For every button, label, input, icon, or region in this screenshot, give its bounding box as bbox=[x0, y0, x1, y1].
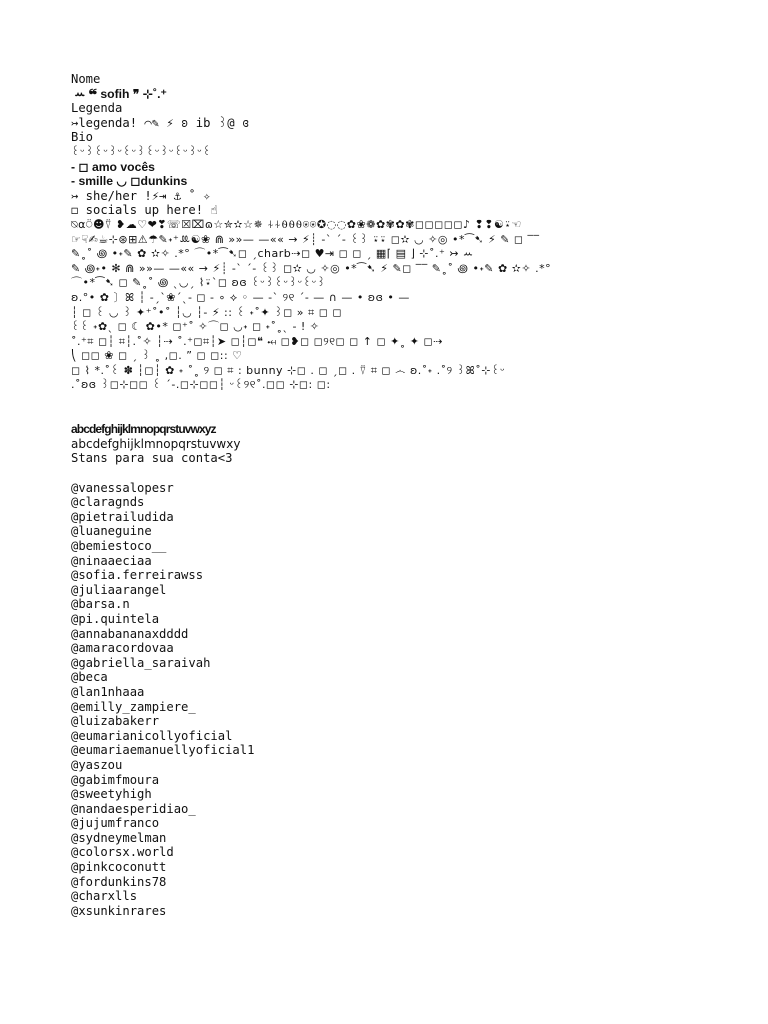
handle-list bbox=[71, 481, 711, 919]
handle-item: @nandaesperidiao_ bbox=[71, 801, 196, 816]
handle-item: @luizabakerr bbox=[71, 714, 160, 729]
handle-item: @sydneymelman bbox=[71, 830, 167, 845]
symbol-line: ˚.⁺⌗ ◻┆ ⌗┆.˚✧ ┆⇢ ˚.⁺◻⌗┆➤ ◻┆◻❝ ⤟ ◻❥◻ ◻୨୧◻ ◻ ↑ ◻ ✦˳ ✦ ◻⇢ bbox=[71, 334, 443, 348]
handle-item: @eumariaemanuellyoficial1 bbox=[71, 743, 255, 758]
handle-item: @charxlls bbox=[71, 889, 138, 904]
alphabet-line-italic bbox=[71, 408, 711, 423]
document-page bbox=[71, 72, 711, 918]
handle-item: @gabriella_saraivah bbox=[71, 655, 211, 670]
handle-item: @lan1nhaaa bbox=[71, 684, 145, 699]
alphabet-bold-lower: abcdefghijklmnopqrstuvwxyz bbox=[71, 422, 216, 437]
symbol-line: .˚ʚɞ ꒱◻⊹◻◻ ꒰ ˊ-.◻⊹◻◻┆ ᵕ꒰୨୧˚.◻◻ ⊹◻: ◻: bbox=[71, 378, 331, 392]
handle-item: @luaneguine bbox=[71, 524, 152, 539]
spacer bbox=[71, 466, 711, 481]
symbol-line: ┆ ◻ ꒰ ◡ ꒱ ✦⁺˚•˚ ┆◡ ┆- ⚡ :: ꒰ ˖˚✦ ꒱◻ » ⌗ ◻ ◻ bbox=[71, 305, 342, 319]
alphabet-line-light bbox=[71, 393, 711, 408]
handle-item: @pinkcoconutt bbox=[71, 860, 167, 875]
handle-item: @xsunkinrares bbox=[71, 903, 167, 918]
bio-line: - smille ◡ ◻dunkins bbox=[71, 174, 188, 189]
legenda-value: ↣legenda! ⌒✎ ⚡ ʚ ib ꒱@ ɞ bbox=[71, 115, 250, 130]
handle-item: @ninaaeciaa bbox=[71, 553, 152, 568]
handle-item: @beca bbox=[71, 670, 108, 685]
handle-item: @colorsx.world bbox=[71, 845, 174, 860]
handle-item: @emilly_zampiere_ bbox=[71, 699, 196, 714]
handle-item: @eumarianicollyoficial bbox=[71, 728, 233, 743]
symbol-line: ◻ ⌇ *.˚꒰ ✽ ┆◻┆ ✿ ˖ ˚˳ ୨ ◻ ⌗ : bunny ⊹◻ . ◻ ˏ◻ . ⍢ ⌗ ◻ ෴ ʚ.˚˖ .˚୨ ꒱ꕤ˚⊹꒰ᵕ bbox=[71, 363, 506, 377]
handle-item: @claragnds bbox=[71, 495, 145, 510]
handle-item: @sofia.ferreirawss bbox=[71, 568, 204, 583]
handle-item: @pi.quintela bbox=[71, 611, 160, 626]
handle-item: @juliaarangel bbox=[71, 582, 167, 597]
handle-item: @gabimfmoura bbox=[71, 772, 160, 787]
legenda-label: Legenda bbox=[71, 101, 123, 116]
alphabet-sans-lower: abcdefghijklmnopqrstuvwxy bbox=[71, 436, 241, 451]
nome-value: ꕀ ❝ sofih ❞ ⊹˚.⁺ bbox=[71, 86, 167, 101]
bio-line: - ◻ amo vocês bbox=[71, 159, 155, 174]
handle-item: @pietrailudida bbox=[71, 509, 174, 524]
stans-label: Stans para sua conta<3 bbox=[71, 451, 233, 466]
handle-item: @annabananaxdddd bbox=[71, 626, 189, 641]
symbol-line: ⍉⍺⍥☻⍢ ❥☁♡❤❣☏☒⌧ɷ☆✮✫☆✵ ⍭⍭⍬⍬⍬⍟⍟✪◌◌✿❀❁✿✾✿✾◻◻◻◻◻♪ ❢❢☯⍣☜ bbox=[71, 217, 522, 231]
handle-item: @vanessalopesr bbox=[71, 480, 174, 495]
handle-item: @bemiestoco__ bbox=[71, 539, 167, 553]
handle-item: @jujumfranco bbox=[71, 816, 160, 831]
handle-item: @fordunkins78 bbox=[71, 874, 167, 889]
bio-line: ꒰ᵕ꒱꒰ᵕ꒱ᵕ꒰ᵕ꒱꒰ᵕ꒱ᵕ꒰ᵕ꒱ᵕ꒰ bbox=[71, 144, 212, 158]
handle-item: @sweetyhigh bbox=[71, 787, 152, 802]
symbol-line: ✎˳˚ ꩜ •˖✎ ✿ ✫✧ .*° ⌒•*⁀➷◻ ˏcharb⇢◻ ♥⇥ ◻ ◻ ˏ ▦⌈ ▤ ⌋ ⊹˚.⁺ ↣ ꕀ bbox=[71, 247, 474, 261]
symbol-line: ✎ ꩜˖• ✻ ⋒ »»— —«« → ⚡┊ -ˋ ˊ- ꒰꒱ ◻✫ ◡ ✧◎ •*⁀➷ ⚡ ✎◻ ‾‾ ✎˳˚ ꩜ •˖✎ ✿ ✫✧ .*° bbox=[71, 261, 552, 275]
symbol-line: ⎝ ◻◻ ❀ ◻ ˏ ꒱ ˳ ,◻. ” ◻ ◻:: ♡ bbox=[71, 349, 243, 363]
bio-line: ◻ socials up here! ☝ bbox=[71, 203, 218, 218]
handle-item: @barsa.n bbox=[71, 597, 130, 612]
symbol-line: ʚ.°• ✿ 〕ꕤ ┆ -ˏˋ❀ˊˎ- ◻ - ∘ ⟡ ◦ — -ˋ ୨୧ ˊ- — ∩ — • ʚɞ • — bbox=[71, 290, 410, 304]
handle-item: @yaszou bbox=[71, 757, 123, 772]
symbol-line: ⌒•*⁀➷ ◻ ✎˳˚ ꩜ ˎ◡ˏ ⌇⍣ˋ◻ ʚɞ ꒰ᵕ꒱꒰ᵕ꒱ᵕ꒰ᵕ꒱ bbox=[71, 276, 326, 290]
symbol-line: ☞☟✍☕⊹⊛⊞⚠☂✎˖⁺ꔛ☯❀ ⋒ »»— —«« → ⚡┊ -ˋ ˊ- ꒰꒱ ⍣⍣ ◻✫ ◡ ✧◎ •*⁀➷ ⚡ ✎ ◻ ‾‾ bbox=[71, 232, 540, 246]
nome-label: Nome bbox=[71, 72, 101, 86]
bio-label: Bio bbox=[71, 130, 94, 145]
symbol-line: ꒰꒰ ˖✿ˎ ◻ ☾ ✿•* ◻⁺˚ ✧⌒◻ ◡˖ ◻ ˖˚˳ˎ - ! ✧ bbox=[71, 320, 320, 334]
handle-item: @amaracordovaa bbox=[71, 641, 174, 656]
bio-line: ↣ she/her !⚡⇥ ⚓ ˚ ✧ bbox=[71, 188, 211, 203]
